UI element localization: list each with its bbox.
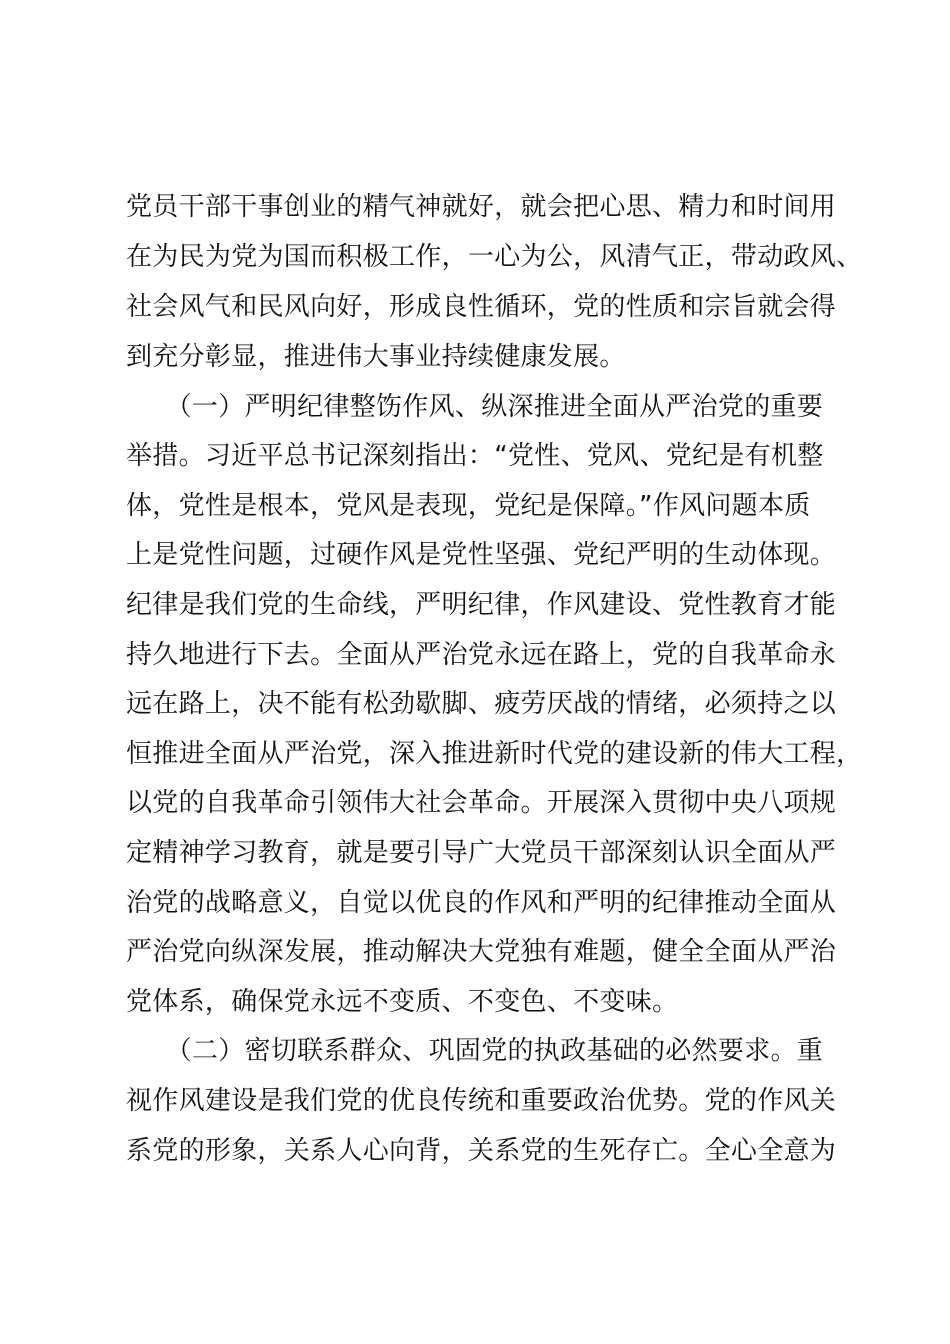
section-heading-line: （二）密切联系群众、巩固党的执政基础的必然要求。重 bbox=[126, 1036, 824, 1066]
text-line: 持久地进行下去。全面从严治党永远在路上，党的自我革命永 bbox=[126, 640, 837, 670]
text-line: 以党的自我革命引领伟大社会革命。开展深入贯彻中央八项规 bbox=[126, 788, 837, 818]
section-heading-line: （一）严明纪律整饬作风、纵深推进全面从严治党的重要 bbox=[126, 392, 824, 422]
text-line: 视作风建设是我们党的优良传统和重要政治优势。党的作风关 bbox=[126, 1086, 837, 1116]
text-line: 严治党向纵深发展，推动解决大党独有难题，健全全面从严治 bbox=[126, 937, 837, 967]
text-line: 到充分彰显，推进伟大事业持续健康发展。 bbox=[126, 342, 626, 372]
text-line: 纪律是我们党的生命线，严明纪律，作风建设、党性教育才能 bbox=[126, 590, 837, 620]
text-line: 党体系，确保党永远不变质、不变色、不变味。 bbox=[126, 987, 679, 1017]
text-line: 定精神学习教育，就是要引导广大党员干部深刻认识全面从严 bbox=[126, 838, 837, 868]
text-line: 在为民为党为国而积极工作，一心为公，风清气正，带动政风、 bbox=[126, 242, 863, 272]
text-line: 系党的形象，关系人心向背，关系党的生死存亡。全心全意为 bbox=[126, 1136, 837, 1166]
text-line: 治党的战略意义，自觉以优良的作风和严明的纪律推动全面从 bbox=[126, 888, 837, 918]
text-line: 举措。习近平总书记深刻指出：“党性、党风、党纪是有机整 bbox=[126, 441, 824, 471]
text-line: 上是党性问题，过硬作风是党性坚强、党纪严明的生动体现。 bbox=[126, 540, 837, 570]
text-line: 社会风气和民风向好，形成良性循环，党的性质和宗旨就会得 bbox=[126, 292, 837, 322]
text-line: 恒推进全面从严治党，深入推进新时代党的建设新的伟大工程， bbox=[126, 739, 863, 769]
text-line: 党员干部干事创业的精气神就好，就会把心思、精力和时间用 bbox=[126, 192, 837, 222]
text-line: 体，党性是根本，党风是表现，党纪是保障。”作风问题本质 bbox=[126, 491, 811, 521]
text-line: 远在路上，决不能有松劲歇脚、疲劳厌战的情绪，必须持之以 bbox=[126, 689, 837, 719]
